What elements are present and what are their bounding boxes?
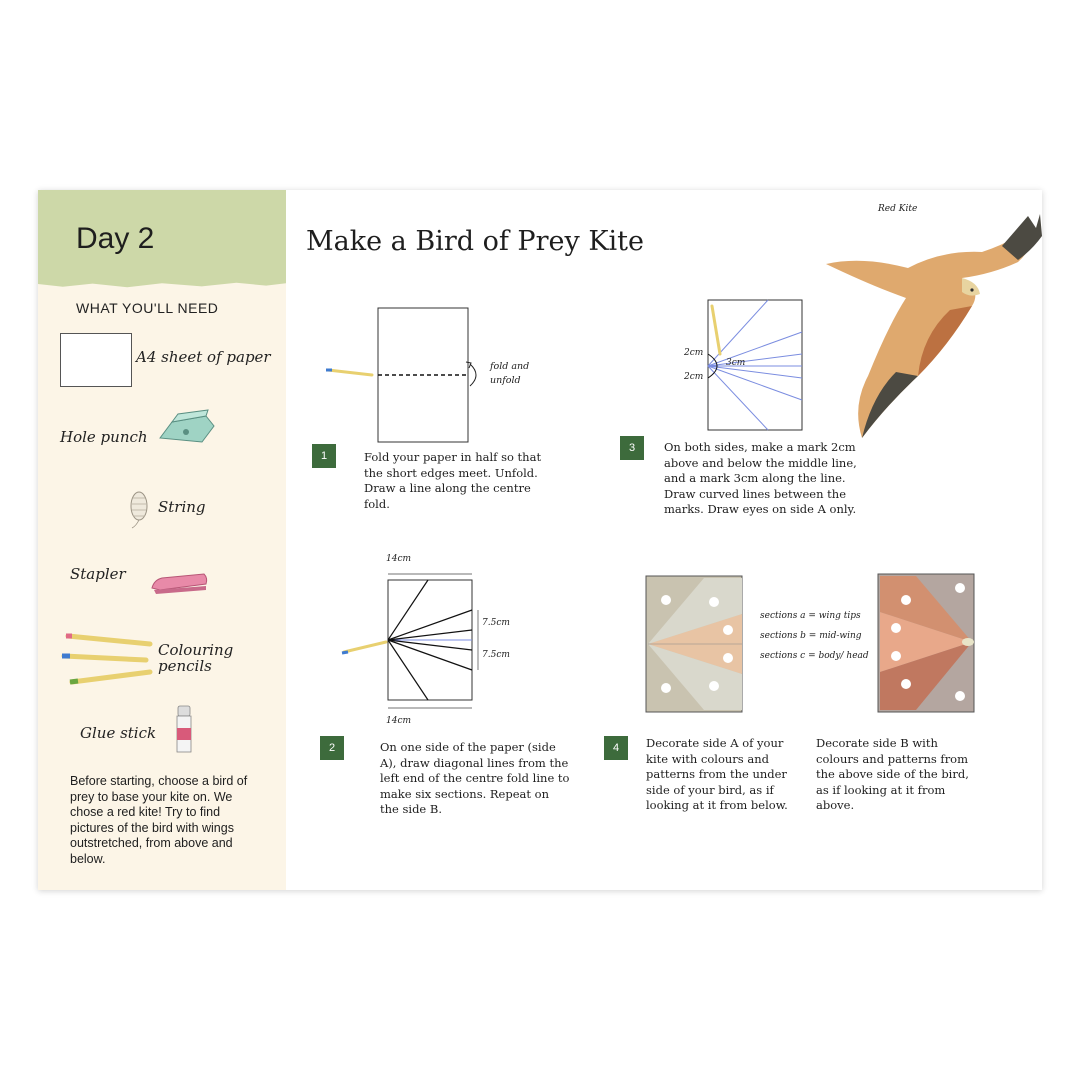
item-pencils-label: Colouring pencils	[158, 641, 234, 675]
step-4-badge: 4	[604, 736, 628, 760]
glue-stick-icon	[176, 706, 192, 754]
step-4-text-b: Decorate side B with colours and patterns from the above side of the bird, as if looking at it from above.	[816, 736, 969, 812]
step-2-dim-upper: 7.5cm	[482, 618, 510, 628]
step-4-side-a-diagram	[644, 574, 744, 714]
step-3-dim-b: 2cm	[684, 372, 704, 382]
step-3-dim-a: 2cm	[684, 348, 704, 358]
legend-c: sections c = body/ head	[760, 651, 869, 661]
item-glue-stick-label: Glue stick	[80, 724, 157, 742]
activity-page	[38, 190, 1042, 890]
step-4-text-a: Decorate side A of your kite with colours and patterns from the under side of your bird, as if looking at it from below.	[646, 736, 788, 812]
step-2-diagram	[338, 566, 518, 726]
step-3-diagram	[698, 296, 808, 432]
colouring-pencils-icon	[62, 630, 158, 690]
step-4-legend	[760, 606, 869, 666]
step-3-dim-c: 3cm	[726, 358, 746, 368]
hole-punch-icon	[156, 402, 218, 450]
item-string-label: String	[158, 498, 206, 516]
step-4-side-b-diagram	[876, 572, 976, 714]
needs-heading: WHAT YOU'LL NEED	[76, 300, 219, 316]
item-hole-punch-label: Hole punch	[60, 428, 148, 446]
step-2-badge: 2	[320, 736, 344, 760]
intro-text: Before starting, choose a bird of prey to base your kite on. We chose a red kite! Try to find pictures of the bird with wings outstretched, from above and below.	[70, 774, 248, 866]
page-title: Make a Bird of Prey Kite	[306, 226, 644, 257]
step-1-annotation: fold and unfold	[490, 361, 530, 386]
step-2-text: On one side of the paper (side A), draw diagonal lines from the left end of the centre fold line to make six sections. Repeat on the side B.	[380, 740, 570, 816]
step-1-badge: 1	[312, 444, 336, 468]
step-2-dim-lower: 7.5cm	[482, 650, 510, 660]
step-1-text: Fold your paper in half so that the short edges meet. Unfold. Draw a line along the centre fold.	[364, 450, 542, 511]
red-kite-illustration	[822, 206, 1042, 442]
step-2-dim-bottom: 14cm	[386, 716, 412, 726]
paper-sheet-icon	[60, 333, 132, 387]
item-stapler-label: Stapler	[70, 565, 126, 583]
step-3-text: On both sides, make a mark 2cm above and below the middle line, and a mark 3cm along the line. Draw curved lines between the marks. Draw eyes on side A only.	[664, 440, 857, 516]
step-3-badge: 3	[620, 436, 644, 460]
sidebar	[38, 190, 286, 890]
item-a4-label: A4 sheet of paper	[136, 348, 271, 366]
legend-a: sections a = wing tips	[760, 611, 861, 621]
day-title: Day 2	[76, 222, 155, 255]
string-icon	[128, 484, 150, 528]
legend-b: sections b = mid-wing	[760, 631, 862, 641]
step-2-dim-top: 14cm	[386, 554, 412, 564]
bird-label: Red Kite	[878, 204, 918, 214]
stapler-icon	[150, 564, 210, 594]
